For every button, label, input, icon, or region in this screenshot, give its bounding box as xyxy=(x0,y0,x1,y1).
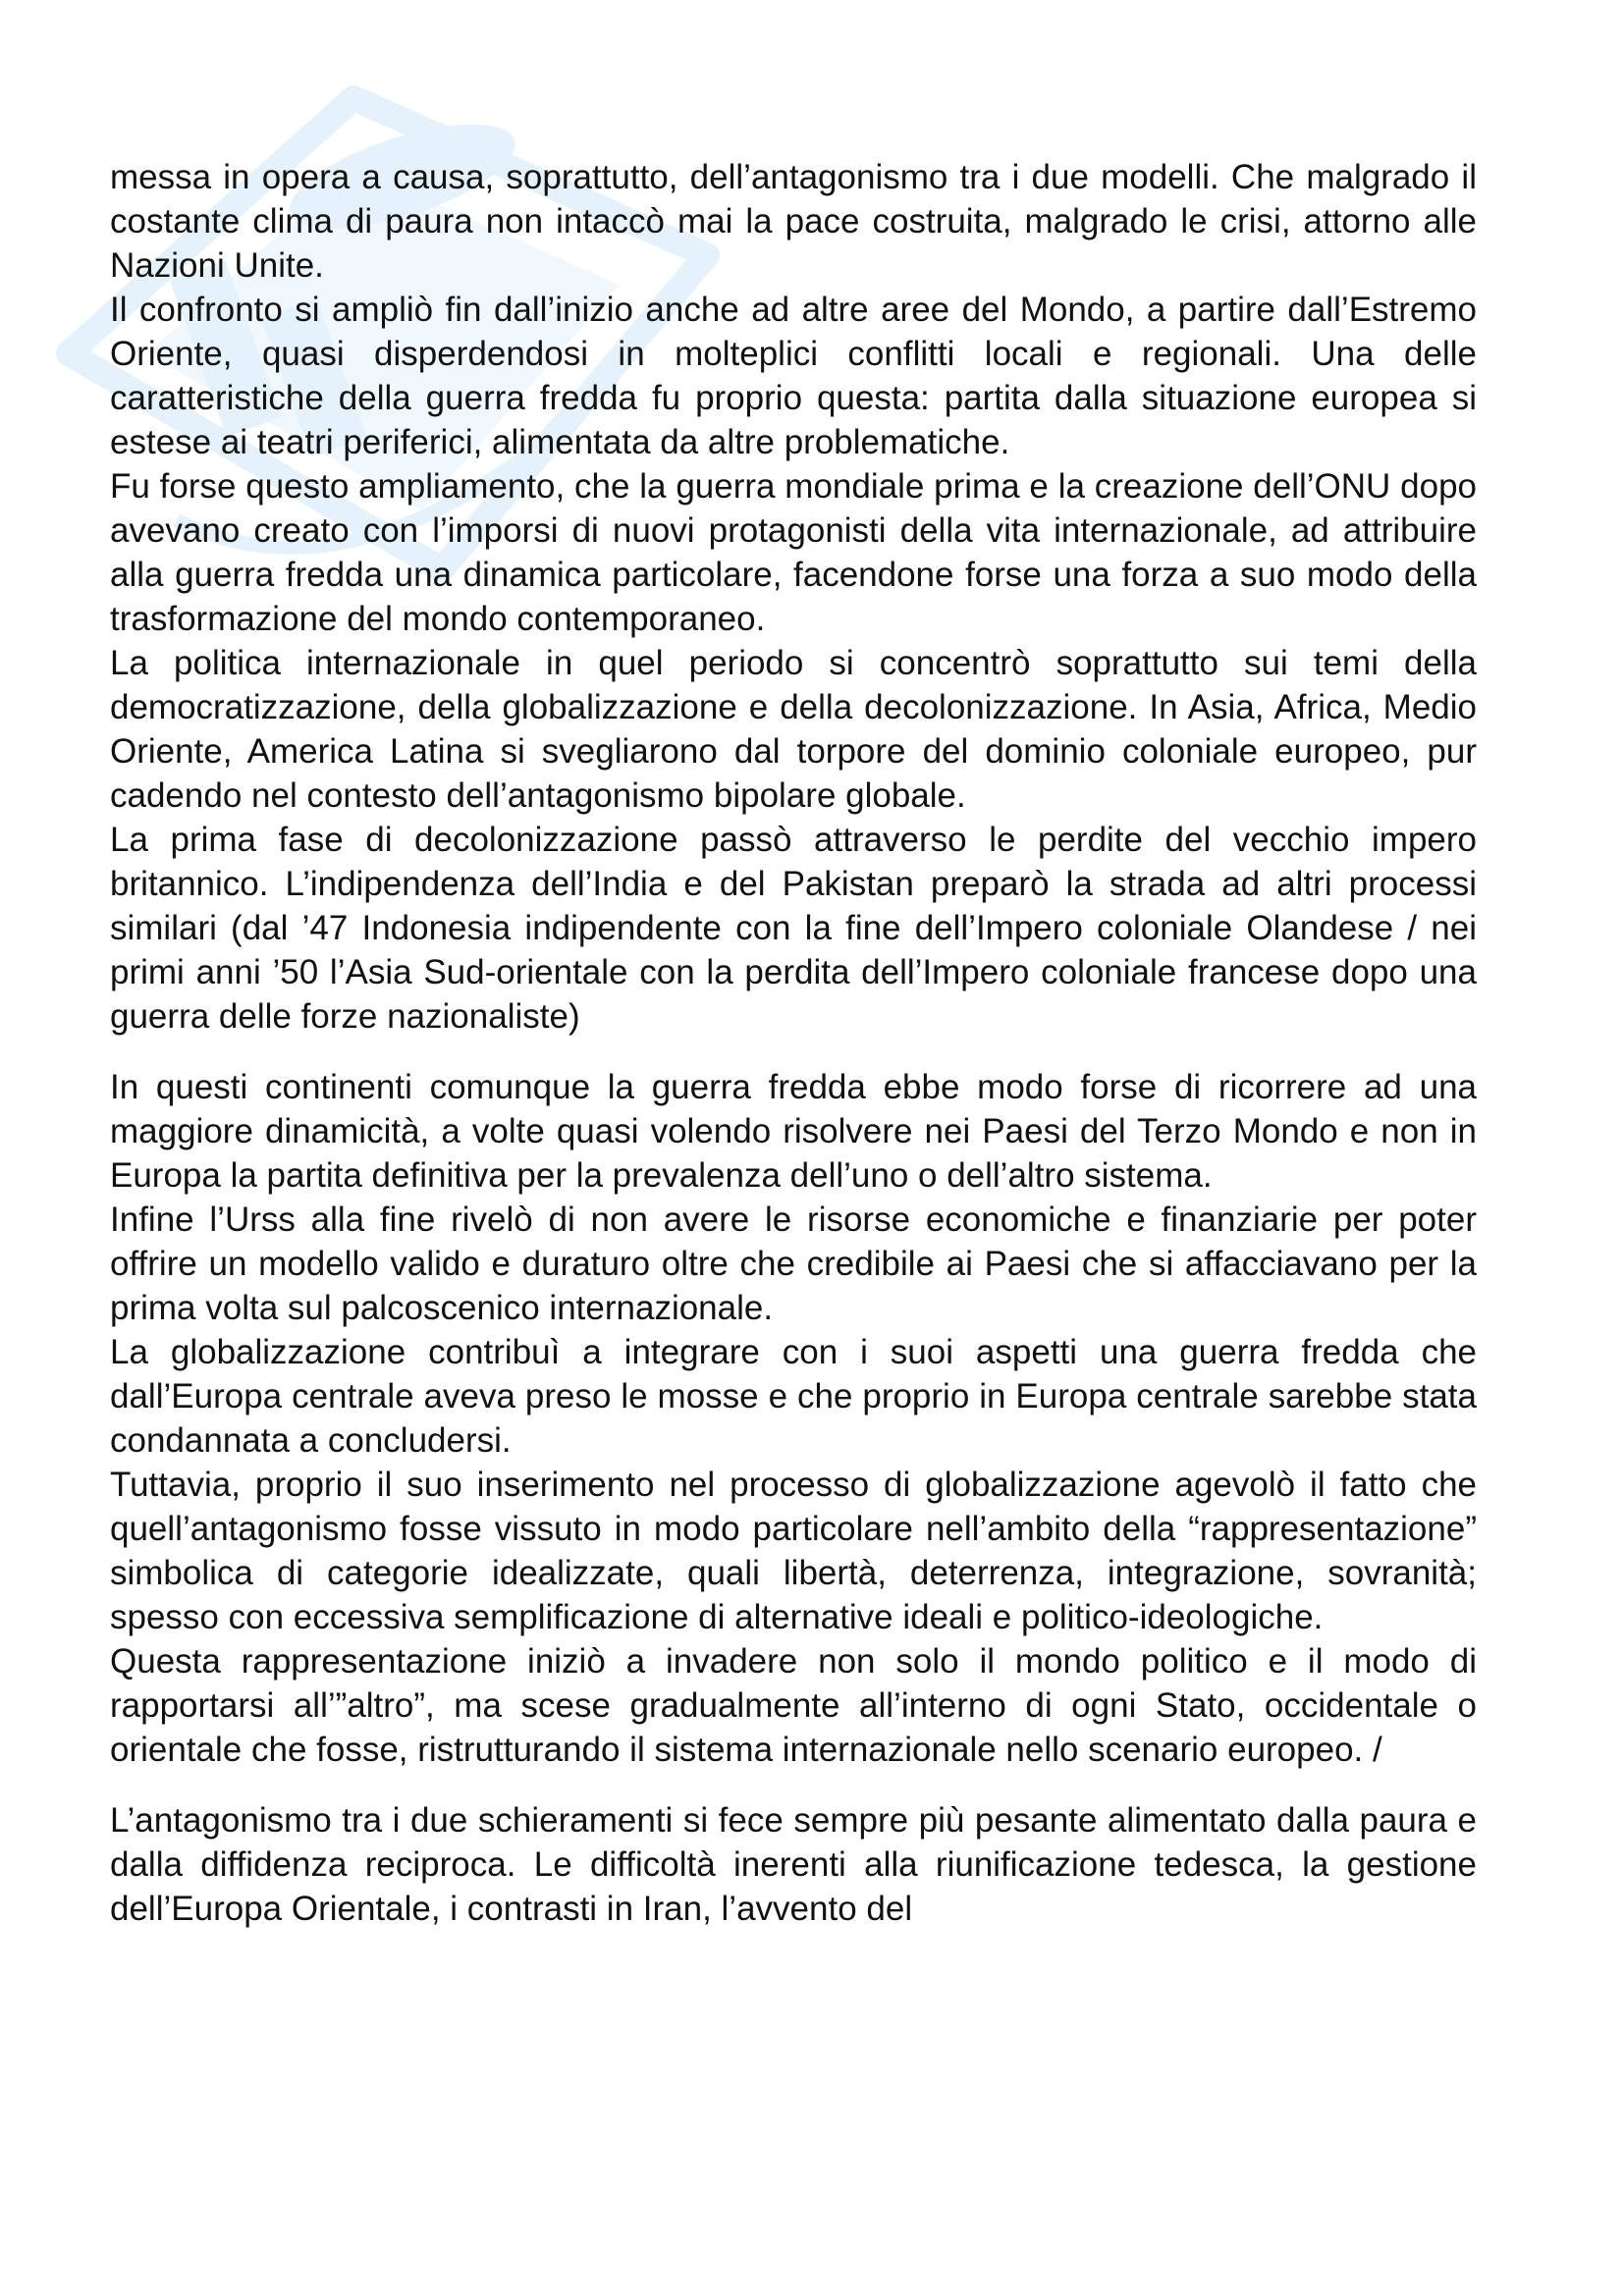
document-body xyxy=(110,155,1477,1931)
paragraph-7: Infine l’Urss alla fine rivelò di non avere le risorse economiche e finanziarie per poter offrire un modello valido e duraturo oltre che credibile ai Paesi che si affacciavano per la prima volta sul palcoscenico internazionale. xyxy=(110,1201,1477,1327)
paragraph-8: La globalizzazione contribuì a integrare con i suoi aspetti una guerra fredda che dall’Europa centrale aveva preso le mosse e che proprio in Europa centrale sarebbe stata condannata a concludersi. xyxy=(110,1333,1477,1460)
paragraph-6: In questi continenti comunque la guerra fredda ebbe modo forse di ricorrere ad una maggiore dinamicità, a volte quasi volendo risolvere nei Paesi del Terzo Mondo e non in Europa la partita definitiva per la prevalenza dell’uno o dell’altro sistema. xyxy=(110,1068,1477,1195)
paragraph-4: La politica internazionale in quel periodo si concentrò soprattutto sui temi della democratizzazione, della globalizzazione e della decolonizzazione. In Asia, Africa, Medio Oriente, America Latina si svegliarono dal torpore del dominio coloniale europeo, pur cadendo nel contesto dell’antagonismo bipolare globale. xyxy=(110,644,1477,815)
paragraph-10: Questa rappresentazione iniziò a invadere non solo il mondo politico e il modo di rapportarsi all’”altro”, ma scese gradualmente all’interno di ogni Stato, occidentale o orientale che fosse, ristrutturando il sistema internazionale nello scenario europeo. / xyxy=(110,1642,1477,1769)
paragraph-3: Fu forse questo ampliamento, che la guerra mondiale prima e la creazione dell’ONU dopo avevano creato con l’imporsi di nuovi protagonisti della vita internazionale, ad attribuire alla guerra fredda una dinamica particolare, facendone forse una forza a suo modo della trasformazione del mondo contemporaneo. xyxy=(110,467,1477,638)
paragraph-9: Tuttavia, proprio il suo inserimento nel processo di globalizzazione agevolò il fatto che quell’antagonismo fosse vissuto in modo particolare nell’ambito della “rappresentazione” simbolica di categorie idealizzate, quali libertà, deterrenza, integrazione, sovranità; spesso con eccessiva semplificazione di alternative ideali e politico-ideologiche. xyxy=(110,1466,1477,1636)
paragraph-1: messa in opera a causa, soprattutto, dell’antagonismo tra i due modelli. Che malgrado il costante clima di paura non intaccò mai la pace costruita, malgrado le crisi, attorno alle Nazioni Unite. xyxy=(110,158,1477,285)
paragraph-11: L’antagonismo tra i due schieramenti si fece sempre più pesante alimentato dalla paura e dalla diffidenza reciproca. Le difficoltà inerenti alla riunificazione tedesca, la gestione dell’Europa Orientale, i contrasti in Iran, l’avvento del xyxy=(110,1801,1477,1928)
paragraph-5: La prima fase di decolonizzazione passò attraverso le perdite del vecchio impero britannico. L’indipendenza dell’India e del Pakistan preparò la strada ad altri processi similari (dal ’47 Indonesia indipendente con la fine dell’Impero coloniale Olandese / nei primi anni ’50 l’Asia Sud-orientale con la perdita dell’Impero coloniale francese dopo una guerra delle forze nazionaliste) xyxy=(110,821,1477,1036)
paragraph-2: Il confronto si ampliò fin dall’inizio anche ad altre aree del Mondo, a partire dall’Estremo Oriente, quasi disperdendosi in molteplici conflitti locali e regionali. Una delle caratteristiche della guerra fredda fu proprio questa: partita dalla situazione europea si estese ai teatri periferici, alimentata da altre problematiche. xyxy=(110,291,1477,461)
